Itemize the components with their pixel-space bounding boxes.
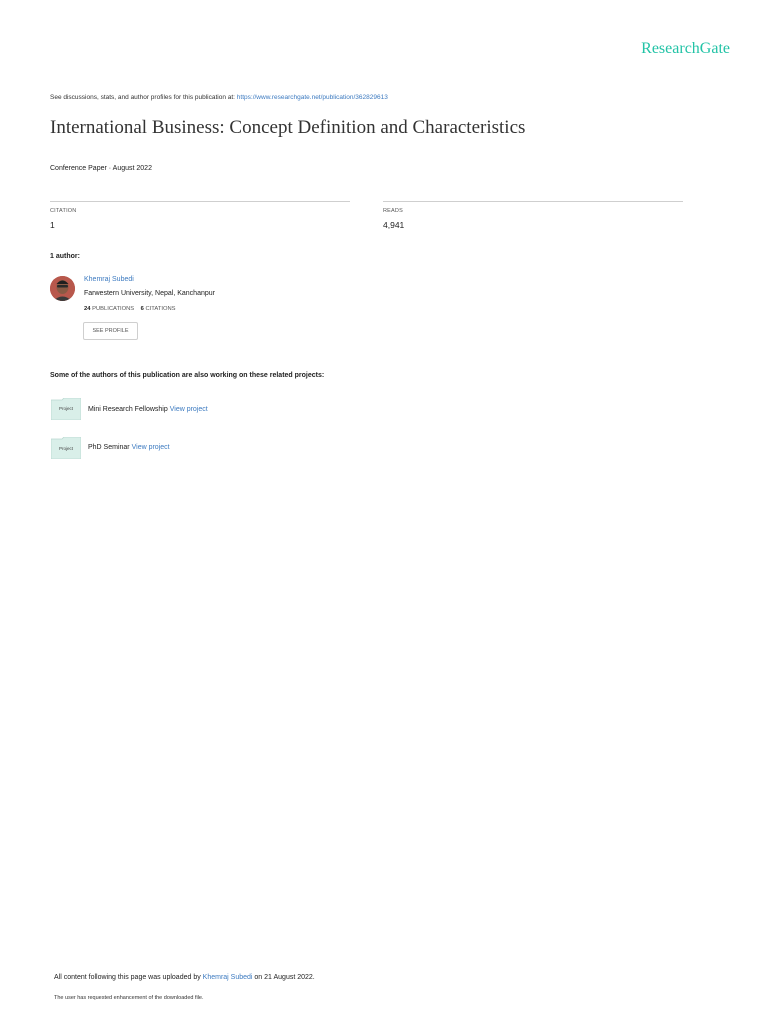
citations-count: 6 [140, 306, 144, 312]
project-item [88, 444, 170, 451]
project-name: Mini Research Fellowship [88, 406, 168, 413]
reads-value: 4,941 [383, 220, 405, 230]
project-icon-label: Project [58, 446, 73, 451]
see-profile-button[interactable]: SEE PROFILE [83, 322, 138, 340]
upload-suffix: on 21 August 2022. [252, 974, 315, 981]
project-name: PhD Seminar [88, 444, 130, 451]
researchgate-logo[interactable]: ResearchGate [641, 40, 730, 57]
reads-divider [383, 201, 683, 202]
authors-heading: 1 author: [50, 253, 80, 260]
project-icon [51, 398, 81, 425]
project-icon-label: Project [58, 406, 73, 411]
citations-label: CITATIONS [145, 306, 176, 312]
paper-title: International Business: Concept Definition and Characteristics [50, 117, 526, 138]
publications-count: 24 [84, 306, 91, 312]
author-avatar[interactable] [50, 276, 75, 301]
uploader-link[interactable]: Khemraj Subedi [202, 974, 253, 981]
discussion-text: See discussions, stats, and author profiles for this publication at: [50, 94, 237, 101]
publication-link[interactable]: https://www.researchgate.net/publication/362829613 [236, 94, 388, 101]
related-projects-heading: Some of the authors of this publication are also working on these related projects: [50, 372, 325, 379]
citation-divider [50, 201, 350, 202]
author-stats [84, 306, 176, 312]
reads-label: READS [383, 208, 403, 214]
enhancement-note: The user has requested enhancement of the downloaded file. [54, 995, 204, 1001]
author-name-link[interactable]: Khemraj Subedi [84, 276, 134, 283]
upload-prefix: All content following this page was uploaded by [54, 974, 203, 981]
citation-label: CITATION [50, 208, 77, 214]
view-project-link[interactable]: View project [169, 406, 208, 413]
upload-footer [54, 974, 315, 981]
paper-meta: Conference Paper · August 2022 [50, 165, 152, 172]
discussion-line [50, 94, 388, 101]
citation-value: 1 [50, 220, 55, 230]
author-affiliation: Farwestern University, Nepal, Kanchanpur [84, 290, 215, 297]
project-item [88, 406, 208, 413]
publications-label: PUBLICATIONS [92, 306, 135, 312]
view-project-link[interactable]: View project [131, 444, 170, 451]
